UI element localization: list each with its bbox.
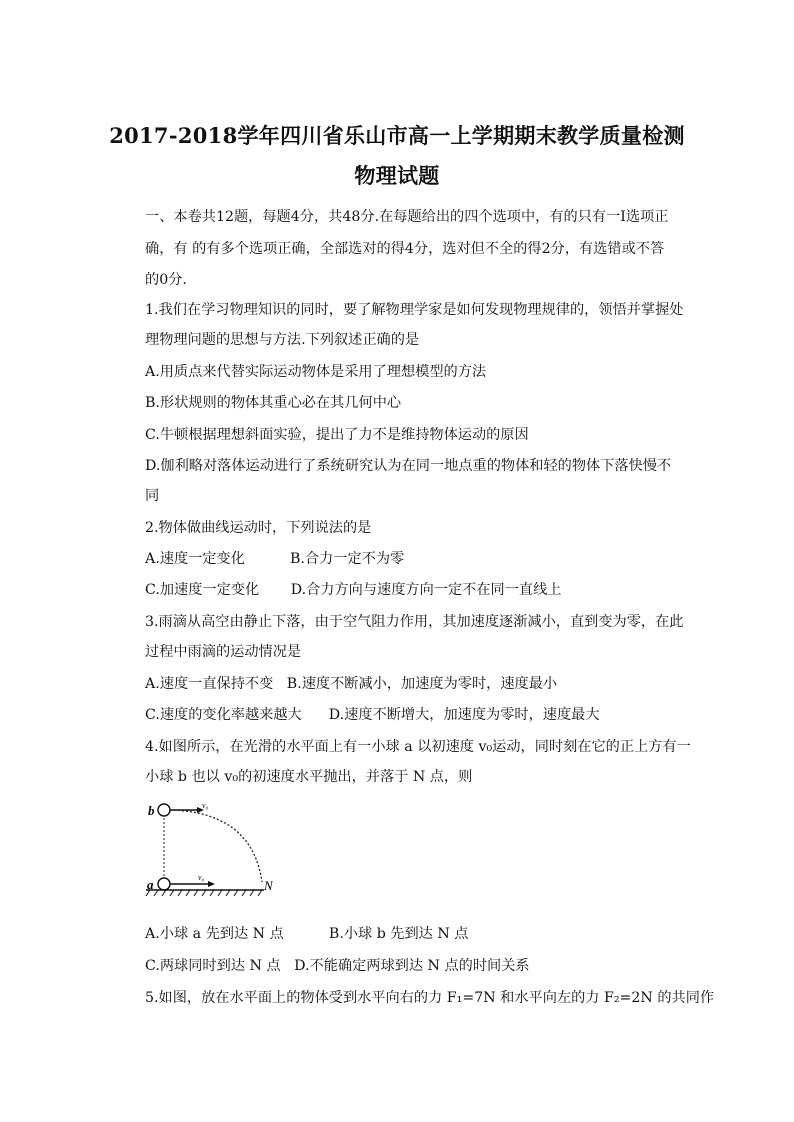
q1-stem-line-1: 1.我们在学习物理知识的同时，要了解物理学家是如何发现物理规律的，领悟并掌握处 [145, 302, 684, 318]
label-v0-b: v₀ [202, 801, 209, 810]
q3-options-cd: C.速度的变化率越来越大 D.速度不断增大，加速度为零时，速度最大 [145, 707, 600, 723]
intro-line-2: 确，有 的有多个选项正确，全部选对的得4分，选对但不全的得2分，有选错或不答 [145, 241, 665, 257]
q3-options-ab: A.速度一直保持不变 B.速度不断减小，加速度为零时，速度最小 [145, 676, 558, 692]
q4-stem-line-2: 小球 b 也以 v₀的初速度水平抛出，并落于 N 点，则 [145, 769, 473, 785]
q3-stem-line-1: 3.雨滴从高空由静止下落，由于空气阻力作用，其加速度逐渐减小，直到变为零，在此 [145, 614, 684, 630]
q4-projectile-figure [142, 800, 292, 905]
q3-stem-line-2: 过程中雨滴的运动情况是 [145, 644, 302, 660]
trajectory-curve [170, 810, 262, 882]
q5-stem-line-1: 5.如图，放在水平面上的物体受到水平向右的力 F₁=7N 和水平向左的力 F₂=2N 的共同作 [145, 990, 715, 1006]
arrow-head-icon [208, 881, 215, 887]
q1-option-d-line-2: 同 [145, 488, 160, 504]
intro-line-1: 一、本卷共12题，每题4分，共48分.在每题给出的四个选项中，有的只有一I选项正 [145, 209, 669, 225]
intro-line-3: 的0分. [145, 272, 187, 288]
q2-options-ab: A.速度一定变化 B.合力一定不为零 [145, 551, 405, 567]
q4-options-cd: C.两球同时到达 N 点 D.不能确定两球到达 N 点的时间关系 [145, 958, 530, 974]
q1-option-a: A.用质点来代替实际运动物体是采用了理想模型的方法 [145, 364, 487, 380]
q1-option-d-line-1: D.伽利略对落体运动进行了系统研究认为在同一地点重的物体和轻的物体下落快慢不 [145, 458, 672, 474]
ball-a-icon [158, 878, 170, 890]
label-n: N [264, 878, 273, 893]
label-a: a [147, 877, 154, 892]
q4-stem-line-1: 4.如图所示，在光滑的水平面上有一小球 a 以初速度 v₀运动，同时刻在它的正上方有一 [145, 739, 691, 755]
q4-options-ab: A.小球 a 先到达 N 点 B.小球 b 先到达 N 点 [145, 926, 469, 942]
label-v0-a: v₀ [198, 873, 205, 882]
ball-b-icon [158, 804, 170, 816]
ground-hatching [146, 890, 262, 896]
label-b: b [148, 803, 155, 818]
document-title: 2017-2018学年四川省乐山市高一上学期期末教学质量检测 [109, 123, 685, 148]
document-subtitle: 物理试题 [354, 163, 440, 188]
q1-stem-line-2: 理物理问题的思想与方法.下列叙述正确的是 [145, 332, 420, 348]
q1-option-c: C.牛顿根据理想斜面实验，提出了力不是维持物体运动的原因 [145, 427, 529, 443]
q2-stem: 2.物体做曲线运动时，下列说法的是 [145, 520, 372, 536]
q2-options-cd: C.加速度一定变化 D.合力方向与速度方向一定不在同一直线上 [145, 582, 562, 598]
q1-option-b: B.形状规则的物体其重心必在其几何中心 [145, 395, 402, 411]
